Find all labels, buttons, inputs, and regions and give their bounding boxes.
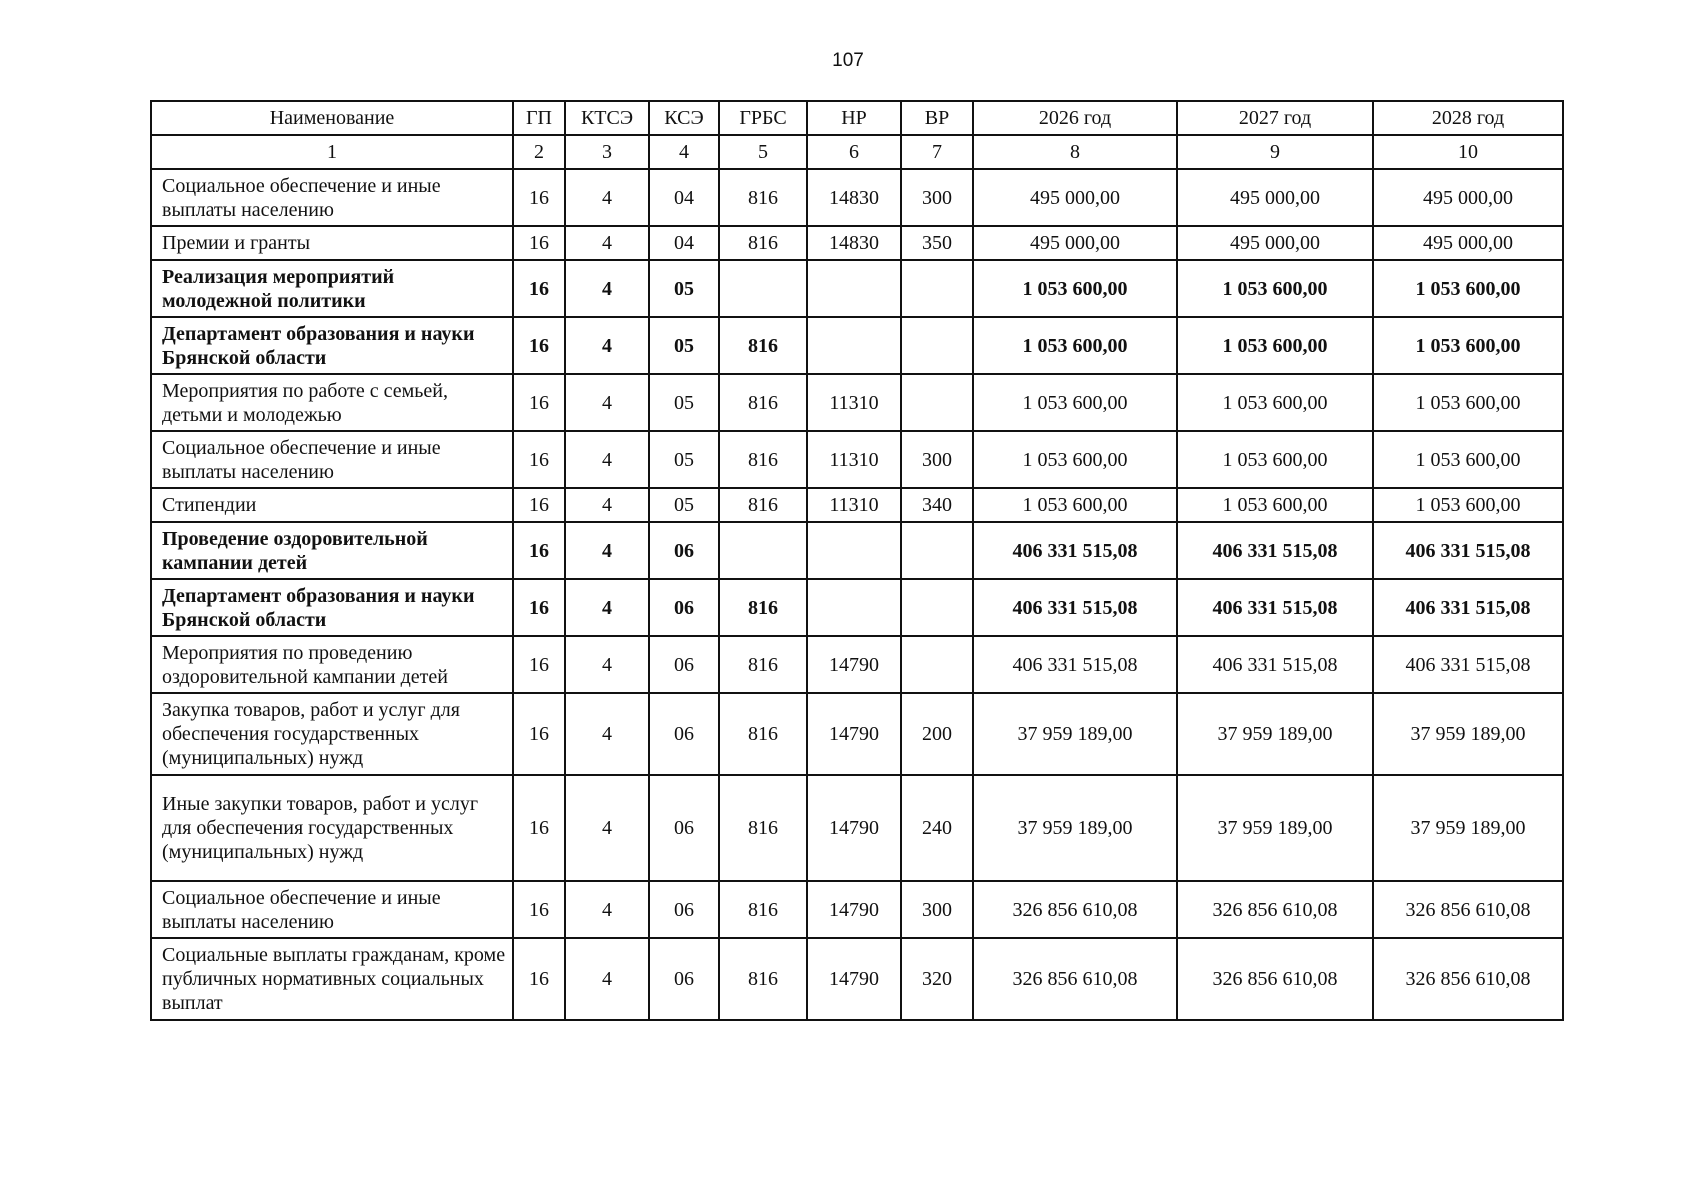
budget-table	[150, 100, 1564, 1021]
row-name: Иные закупки товаров, работ и услуг для обеспечения государственных (муниципальных) нужд	[151, 775, 513, 881]
header-2026: 2026 год	[973, 101, 1177, 135]
cell-grbs: 816	[719, 775, 807, 881]
header-ktse: КТСЭ	[565, 101, 649, 135]
cell-gp: 16	[513, 522, 565, 579]
table-row-section	[151, 317, 1563, 374]
cell-ktse: 4	[565, 260, 649, 317]
cell-ktse: 4	[565, 374, 649, 431]
cell-2027: 1 053 600,00	[1177, 374, 1373, 431]
cell-vr: 200	[901, 693, 973, 775]
cell-2028: 406 331 515,08	[1373, 522, 1563, 579]
row-name: Премии и гранты	[151, 226, 513, 260]
row-name: Департамент образования и науки Брянской области	[151, 579, 513, 636]
table-header-row	[151, 101, 1563, 135]
cell-ktse: 4	[565, 226, 649, 260]
header-vr: ВР	[901, 101, 973, 135]
cell-2028: 1 053 600,00	[1373, 260, 1563, 317]
cell-nr: 11310	[807, 431, 901, 488]
cell-vr	[901, 260, 973, 317]
cell-gp: 16	[513, 488, 565, 522]
cell-vr: 300	[901, 881, 973, 938]
cell-gp: 16	[513, 374, 565, 431]
cell-grbs: 816	[719, 693, 807, 775]
column-number: 9	[1177, 135, 1373, 169]
cell-kse: 06	[649, 881, 719, 938]
cell-2028: 1 053 600,00	[1373, 317, 1563, 374]
table-row	[151, 374, 1563, 431]
row-name: Реализация мероприятий молодежной политики	[151, 260, 513, 317]
cell-grbs: 816	[719, 169, 807, 226]
cell-ktse: 4	[565, 881, 649, 938]
column-number: 8	[973, 135, 1177, 169]
cell-kse: 05	[649, 374, 719, 431]
cell-2027: 37 959 189,00	[1177, 693, 1373, 775]
column-number: 4	[649, 135, 719, 169]
cell-grbs: 816	[719, 579, 807, 636]
cell-2027: 326 856 610,08	[1177, 881, 1373, 938]
column-number: 10	[1373, 135, 1563, 169]
cell-nr: 14830	[807, 169, 901, 226]
cell-2026: 1 053 600,00	[973, 431, 1177, 488]
cell-2027: 1 053 600,00	[1177, 317, 1373, 374]
cell-vr	[901, 522, 973, 579]
cell-2026: 1 053 600,00	[973, 374, 1177, 431]
cell-2028: 1 053 600,00	[1373, 431, 1563, 488]
cell-2028: 495 000,00	[1373, 169, 1563, 226]
table-row	[151, 488, 1563, 522]
cell-gp: 16	[513, 317, 565, 374]
table-row	[151, 226, 1563, 260]
cell-grbs	[719, 260, 807, 317]
cell-nr: 14830	[807, 226, 901, 260]
cell-ktse: 4	[565, 693, 649, 775]
row-name: Стипендии	[151, 488, 513, 522]
cell-ktse: 4	[565, 522, 649, 579]
cell-nr: 11310	[807, 374, 901, 431]
cell-nr	[807, 260, 901, 317]
cell-vr	[901, 317, 973, 374]
cell-2028: 495 000,00	[1373, 226, 1563, 260]
cell-2027: 406 331 515,08	[1177, 522, 1373, 579]
cell-2027: 495 000,00	[1177, 226, 1373, 260]
column-number: 6	[807, 135, 901, 169]
cell-nr	[807, 579, 901, 636]
cell-nr: 14790	[807, 693, 901, 775]
table-row	[151, 431, 1563, 488]
cell-grbs: 816	[719, 881, 807, 938]
column-number: 3	[565, 135, 649, 169]
cell-2027: 37 959 189,00	[1177, 775, 1373, 881]
cell-grbs: 816	[719, 317, 807, 374]
cell-nr: 14790	[807, 881, 901, 938]
cell-vr	[901, 579, 973, 636]
cell-gp: 16	[513, 260, 565, 317]
header-name: Наименование	[151, 101, 513, 135]
cell-2027: 406 331 515,08	[1177, 579, 1373, 636]
column-number: 7	[901, 135, 973, 169]
cell-kse: 06	[649, 522, 719, 579]
cell-gp: 16	[513, 169, 565, 226]
cell-gp: 16	[513, 636, 565, 693]
table-row	[151, 636, 1563, 693]
cell-vr: 340	[901, 488, 973, 522]
header-gp: ГП	[513, 101, 565, 135]
column-number: 1	[151, 135, 513, 169]
row-name: Закупка товаров, работ и услуг для обеспечения государственных (муниципальных) нужд	[151, 693, 513, 775]
cell-grbs: 816	[719, 636, 807, 693]
table-row-section	[151, 522, 1563, 579]
cell-gp: 16	[513, 431, 565, 488]
column-number: 2	[513, 135, 565, 169]
cell-gp: 16	[513, 775, 565, 881]
cell-vr: 350	[901, 226, 973, 260]
cell-kse: 05	[649, 317, 719, 374]
header-nr: НР	[807, 101, 901, 135]
cell-ktse: 4	[565, 317, 649, 374]
cell-2027: 1 053 600,00	[1177, 488, 1373, 522]
cell-2027: 326 856 610,08	[1177, 938, 1373, 1020]
row-name: Мероприятия по работе с семьей, детьми и молодежью	[151, 374, 513, 431]
cell-2026: 406 331 515,08	[973, 522, 1177, 579]
cell-2028: 406 331 515,08	[1373, 636, 1563, 693]
cell-ktse: 4	[565, 775, 649, 881]
cell-gp: 16	[513, 881, 565, 938]
cell-2026: 495 000,00	[973, 226, 1177, 260]
cell-2028: 326 856 610,08	[1373, 938, 1563, 1020]
cell-2027: 1 053 600,00	[1177, 260, 1373, 317]
cell-nr: 14790	[807, 938, 901, 1020]
cell-vr: 320	[901, 938, 973, 1020]
page-number: 107	[832, 50, 864, 71]
cell-kse: 06	[649, 938, 719, 1020]
cell-2026: 37 959 189,00	[973, 693, 1177, 775]
cell-kse: 05	[649, 431, 719, 488]
cell-kse: 04	[649, 169, 719, 226]
row-name: Социальное обеспечение и иные выплаты населению	[151, 431, 513, 488]
cell-2026: 326 856 610,08	[973, 881, 1177, 938]
cell-nr	[807, 317, 901, 374]
header-2027: 2027 год	[1177, 101, 1373, 135]
row-name: Социальное обеспечение и иные выплаты населению	[151, 169, 513, 226]
table-row	[151, 169, 1563, 226]
cell-2028: 406 331 515,08	[1373, 579, 1563, 636]
cell-ktse: 4	[565, 579, 649, 636]
row-name: Департамент образования и науки Брянской области	[151, 317, 513, 374]
header-kse: КСЭ	[649, 101, 719, 135]
cell-kse: 05	[649, 260, 719, 317]
table-row	[151, 693, 1563, 775]
header-2028: 2028 год	[1373, 101, 1563, 135]
cell-kse: 04	[649, 226, 719, 260]
cell-kse: 06	[649, 636, 719, 693]
cell-2027: 406 331 515,08	[1177, 636, 1373, 693]
cell-2028: 326 856 610,08	[1373, 881, 1563, 938]
cell-nr: 14790	[807, 636, 901, 693]
cell-2027: 1 053 600,00	[1177, 431, 1373, 488]
cell-kse: 06	[649, 775, 719, 881]
cell-vr: 300	[901, 169, 973, 226]
cell-2028: 37 959 189,00	[1373, 693, 1563, 775]
cell-gp: 16	[513, 693, 565, 775]
cell-nr: 11310	[807, 488, 901, 522]
column-number-row	[151, 135, 1563, 169]
cell-2028: 1 053 600,00	[1373, 374, 1563, 431]
cell-ktse: 4	[565, 636, 649, 693]
cell-gp: 16	[513, 579, 565, 636]
cell-2028: 1 053 600,00	[1373, 488, 1563, 522]
cell-nr	[807, 522, 901, 579]
cell-vr	[901, 374, 973, 431]
cell-2026: 1 053 600,00	[973, 260, 1177, 317]
cell-grbs: 816	[719, 374, 807, 431]
header-grbs: ГРБС	[719, 101, 807, 135]
cell-gp: 16	[513, 938, 565, 1020]
cell-nr: 14790	[807, 775, 901, 881]
row-name: Проведение оздоровительной кампании детей	[151, 522, 513, 579]
cell-grbs: 816	[719, 431, 807, 488]
cell-2026: 1 053 600,00	[973, 317, 1177, 374]
cell-grbs: 816	[719, 488, 807, 522]
cell-ktse: 4	[565, 488, 649, 522]
cell-2026: 326 856 610,08	[973, 938, 1177, 1020]
row-name: Социальные выплаты гражданам, кроме публичных нормативных социальных выплат	[151, 938, 513, 1020]
cell-grbs	[719, 522, 807, 579]
row-name: Социальное обеспечение и иные выплаты населению	[151, 881, 513, 938]
cell-ktse: 4	[565, 431, 649, 488]
cell-vr: 240	[901, 775, 973, 881]
column-number: 5	[719, 135, 807, 169]
cell-ktse: 4	[565, 169, 649, 226]
table-row	[151, 938, 1563, 1020]
cell-2026: 1 053 600,00	[973, 488, 1177, 522]
cell-2026: 406 331 515,08	[973, 636, 1177, 693]
cell-2026: 37 959 189,00	[973, 775, 1177, 881]
table-row	[151, 775, 1563, 881]
cell-kse: 06	[649, 693, 719, 775]
cell-ktse: 4	[565, 938, 649, 1020]
cell-2028: 37 959 189,00	[1373, 775, 1563, 881]
row-name: Мероприятия по проведению оздоровительной кампании детей	[151, 636, 513, 693]
table-row-section	[151, 579, 1563, 636]
table-row-section	[151, 260, 1563, 317]
cell-vr	[901, 636, 973, 693]
cell-kse: 06	[649, 579, 719, 636]
cell-gp: 16	[513, 226, 565, 260]
cell-vr: 300	[901, 431, 973, 488]
cell-2026: 406 331 515,08	[973, 579, 1177, 636]
cell-2026: 495 000,00	[973, 169, 1177, 226]
cell-kse: 05	[649, 488, 719, 522]
cell-grbs: 816	[719, 938, 807, 1020]
table-row	[151, 881, 1563, 938]
cell-grbs: 816	[719, 226, 807, 260]
cell-2027: 495 000,00	[1177, 169, 1373, 226]
